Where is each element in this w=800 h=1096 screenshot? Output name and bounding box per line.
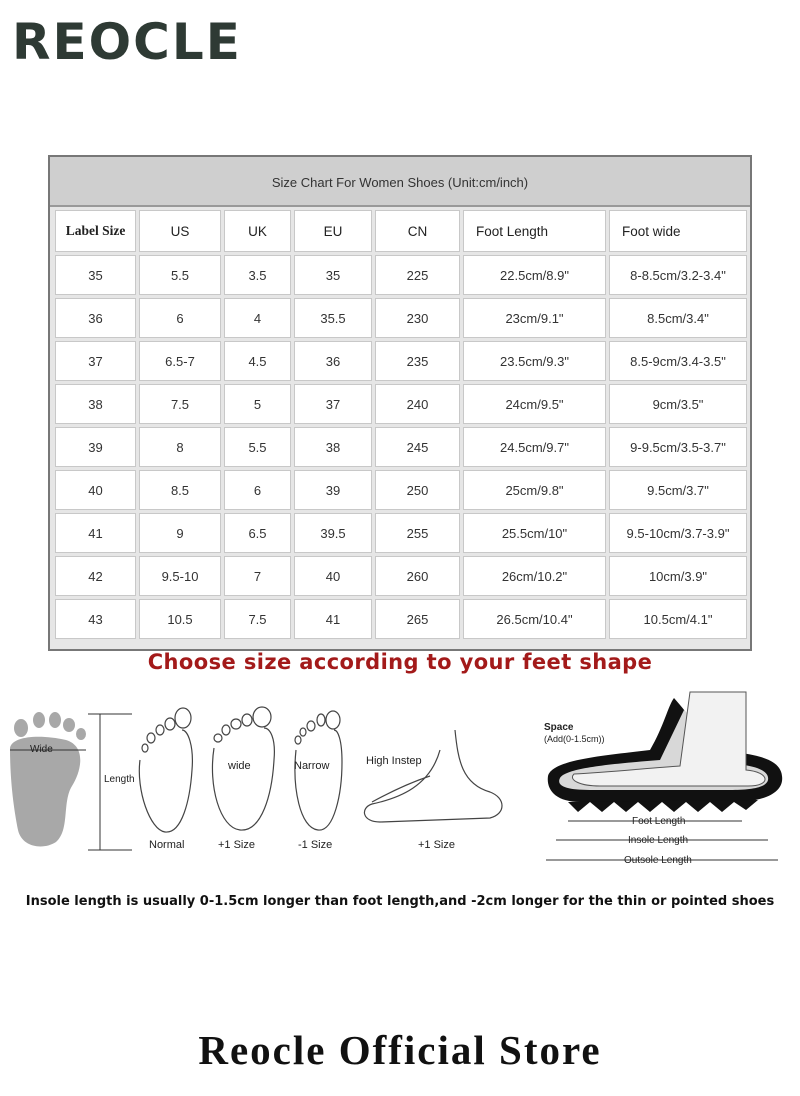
choose-size-heading: Choose size according to your feet shape: [147, 650, 653, 674]
logo-text: REOCLE: [12, 13, 242, 71]
size-table-cell: 24.5cm/9.7": [463, 427, 606, 467]
size-table-row: [55, 427, 747, 467]
size-table-cell: 9.5-10: [139, 556, 221, 596]
size-table-cell: 6.5-7: [139, 341, 221, 381]
minus-one-caption: -1 Size: [298, 839, 333, 851]
size-table-cell: 9.5cm/3.7": [609, 470, 747, 510]
store-name: Reocle Official Store: [198, 1027, 602, 1073]
size-table-cell: 26.5cm/10.4": [463, 599, 606, 639]
size-table-cell: 255: [375, 513, 460, 553]
size-table-cell: 42: [55, 556, 136, 596]
size-table-cell: 40: [55, 470, 136, 510]
size-table-cell: 8.5-9cm/3.4-3.5": [609, 341, 747, 381]
normal-caption: Normal: [149, 839, 185, 851]
size-table-cell: 8.5cm/3.4": [609, 298, 747, 338]
size-table-cell: 6: [139, 298, 221, 338]
size-table-cell: 6: [224, 470, 291, 510]
wide-arrow-label: wide: [228, 760, 251, 772]
insole-length-label: Insole Length: [628, 835, 689, 846]
size-chart-title: Size Chart For Women Shoes (Unit:cm/inch): [50, 157, 750, 207]
insole-length-note: Insole length is usually 0-1.5cm longer than foot length,and -2cm longer for the thin or pointed shoes: [25, 894, 775, 909]
foot-silhouette-icon: [10, 712, 86, 846]
size-table-cell: 235: [375, 341, 460, 381]
size-table-cell: 9.5-10cm/3.7-3.9": [609, 513, 747, 553]
size-table-cell: 25.5cm/10": [463, 513, 606, 553]
size-table-cell: 40: [294, 556, 372, 596]
size-table-cell: 240: [375, 384, 460, 424]
size-table-header-cell: Label Size: [55, 210, 136, 252]
size-table-cell: 10.5: [139, 599, 221, 639]
shoe-cross-section-icon: [548, 692, 782, 812]
size-table-cell: 7: [224, 556, 291, 596]
size-table-cell: 41: [294, 599, 372, 639]
size-table-header-row: [55, 210, 747, 252]
size-table-cell: 7.5: [139, 384, 221, 424]
size-table-cell: 225: [375, 255, 460, 295]
size-table-cell: 23.5cm/9.3": [463, 341, 606, 381]
size-table-cell: 10.5cm/4.1": [609, 599, 747, 639]
size-table-cell: 8: [139, 427, 221, 467]
size-table-cell: 10cm/3.9": [609, 556, 747, 596]
size-table-cell: 260: [375, 556, 460, 596]
size-table-row: [55, 556, 747, 596]
size-table-cell: 38: [55, 384, 136, 424]
space-label: Space: [544, 722, 574, 733]
size-table-header-cell: Foot wide: [609, 210, 747, 252]
size-table-cell: 36: [294, 341, 372, 381]
size-table-cell: 38: [294, 427, 372, 467]
narrow-arrow-label: Narrow: [294, 760, 330, 772]
size-table-cell: 37: [294, 384, 372, 424]
size-table-cell: 37: [55, 341, 136, 381]
size-table-header-cell: CN: [375, 210, 460, 252]
size-table-cell: 250: [375, 470, 460, 510]
size-table-cell: 9: [139, 513, 221, 553]
size-table-cell: 8.5: [139, 470, 221, 510]
wide-label: Wide: [30, 744, 53, 755]
size-table-row: [55, 298, 747, 338]
length-label: Length: [104, 774, 135, 785]
size-table-row: [55, 341, 747, 381]
size-table-header-cell: Foot Length: [463, 210, 606, 252]
size-table-cell: 39: [55, 427, 136, 467]
size-table-cell: 41: [55, 513, 136, 553]
high-instep-foot-icon: [364, 730, 502, 822]
size-table-row: [55, 470, 747, 510]
size-table-cell: 24cm/9.5": [463, 384, 606, 424]
size-table-row: [55, 255, 747, 295]
size-table-cell: 26cm/10.2": [463, 556, 606, 596]
size-table-cell: 4: [224, 298, 291, 338]
size-table-cell: 5.5: [224, 427, 291, 467]
size-table-header-cell: UK: [224, 210, 291, 252]
space-note: (Add(0-1.5cm)): [544, 734, 605, 744]
size-table-cell: 4.5: [224, 341, 291, 381]
size-table-cell: 35: [294, 255, 372, 295]
plus-one-caption: +1 Size: [218, 839, 255, 851]
size-table-cell: 3.5: [224, 255, 291, 295]
brand-logo: [12, 14, 242, 70]
size-table-cell: 5.5: [139, 255, 221, 295]
size-table-header-cell: US: [139, 210, 221, 252]
normal-foot-outline-icon: [139, 708, 192, 832]
size-table-cell: 39.5: [294, 513, 372, 553]
size-table-cell: 9cm/3.5": [609, 384, 747, 424]
size-table-cell: 43: [55, 599, 136, 639]
size-table-cell: 265: [375, 599, 460, 639]
size-table-cell: 25cm/9.8": [463, 470, 606, 510]
size-table-cell: 39: [294, 470, 372, 510]
size-table-cell: 245: [375, 427, 460, 467]
size-table-cell: 230: [375, 298, 460, 338]
size-table-cell: 7.5: [224, 599, 291, 639]
size-table: [52, 207, 750, 642]
size-table-row: [55, 513, 747, 553]
size-table-cell: 36: [55, 298, 136, 338]
size-table-row: [55, 599, 747, 639]
size-table-cell: 6.5: [224, 513, 291, 553]
high-instep-label: High Instep: [366, 755, 422, 767]
size-table-cell: 8-8.5cm/3.2-3.4": [609, 255, 747, 295]
foot-shape-illustrations: [0, 690, 800, 875]
instep-caption: +1 Size: [418, 839, 455, 851]
size-chart: [48, 155, 752, 651]
size-table-cell: 23cm/9.1": [463, 298, 606, 338]
size-table-cell: 22.5cm/8.9": [463, 255, 606, 295]
size-table-cell: 35: [55, 255, 136, 295]
size-table-cell: 35.5: [294, 298, 372, 338]
size-table-cell: 9-9.5cm/3.5-3.7": [609, 427, 747, 467]
size-table-cell: 5: [224, 384, 291, 424]
outsole-length-label: Outsole Length: [624, 855, 692, 866]
size-table-header-cell: EU: [294, 210, 372, 252]
size-table-row: [55, 384, 747, 424]
foot-length-label: Foot Length: [632, 816, 686, 827]
